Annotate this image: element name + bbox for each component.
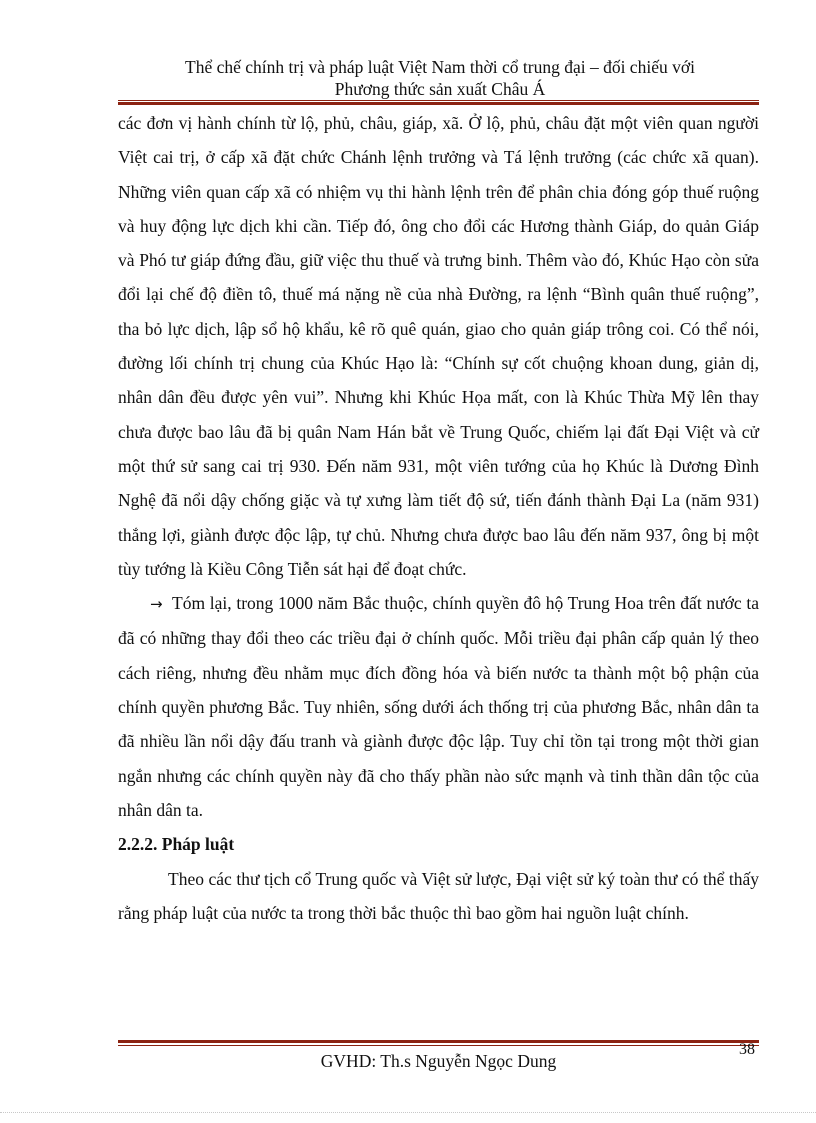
header-rule-thick xyxy=(118,102,759,105)
header-title-line-1: Thể chế chính trị và pháp luật Việt Nam thời cổ trung đại – đối chiếu với xyxy=(185,57,695,77)
conclusion-text: Tóm lại, trong 1000 năm Bắc thuộc, chính quyền đô hộ Trung Hoa trên đất nước ta đã có những thay đổi theo các triều đại ở chính quốc. Mỗi triều đại phân cấp quản lý theo cách riêng, nhưng đều nhằm mục đích đồng hóa và biến nước ta thành một bộ phận của chính quyền phương Bắc. Tuy nhiên, sống dưới ách thống trị của phương Bắc, nhân dân ta đã nhiều lần nổi dậy đấu tranh và giành được độc lập. Tuy chỉ tồn tại trong một thời gian ngắn nhưng các chính quyền này đã cho thấy phần nào sức mạnh và tinh thần dân tộc của nhân dân ta. xyxy=(118,593,760,820)
footer-rule-thick xyxy=(118,1040,759,1043)
page-number: 38 xyxy=(739,1041,755,1058)
document-body xyxy=(118,106,759,930)
header-title-line-2: Phương thức sản xuất Châu Á xyxy=(334,79,546,99)
footer-rule-thin xyxy=(118,1045,759,1046)
header-rule-thin xyxy=(118,100,759,101)
page-header xyxy=(120,56,760,100)
body-paragraph: các đơn vị hành chính từ lộ, phủ, châu, giáp, xã. Ở lộ, phủ, châu đặt một viên quan người Việt cai trị, ở cấp xã đặt chức Chánh lệnh trưởng và Tá lệnh trưởng (các chức xã quan). Những viên quan cấp xã có nhiệm vụ thi hành lệnh trên để phân chia đóng góp thuế ruộng và huy động lực dịch khi cần. Tiếp đó, ông cho đổi các Hương thành Giáp, do quản Giáp và Phó tư giáp đứng đầu, giữ việc thu thuế và trưng binh. Thêm vào đó, Khúc Hạo còn sửa đổi lại chế độ điền tô, thuế má nặng nề của nhà Đường, ra lệnh “Bình quân thuế ruộng”, tha bỏ lực dịch, lập sổ hộ khẩu, kê rõ quê quán, giao cho quản giáp trông coi. Có thể nói, đường lối chính trị chung của Khúc Hạo là: “Chính sự cốt chuộng khoan dung, giản dị, nhân dân đều được yên vui”. Nhưng khi Khúc Họa mất, con là Khúc Thừa Mỹ lên thay chưa được bao lâu đã bị quân Nam Hán bắt về Trung Quốc, chiếm lại đất Đại Việt và cử một thứ sử sang cai trị 930. Đến năm 931, một viên tướng của họ Khúc là Dương Đình Nghệ đã nổi dậy chống giặc và tự xưng làm tiết độ sứ, tiến đánh thành Đại La (năm 931) thắng lợi, giành được độc lập, tự chủ. Nhưng chưa được bao lâu đến năm 937, ông bị một tùy tướng là Kiều Công Tiễn sát hại để đoạt chức. xyxy=(118,113,759,579)
footer-advisor: GVHD: Th.s Nguyễn Ngọc Dung xyxy=(320,1051,557,1071)
arrow-right-icon: → xyxy=(150,595,163,614)
page-edge-divider xyxy=(0,1112,816,1113)
section-heading: 2.2.2. Pháp luật xyxy=(118,834,235,855)
body-paragraph: Theo các thư tịch cổ Trung quốc và Việt sử lược, Đại việt sử ký toàn thư có thể thấy rằng pháp luật của nước ta trong thời bắc thuộc thì bao gồm hai nguồn luật chính. xyxy=(118,868,759,923)
conclusion-paragraph xyxy=(118,586,759,827)
